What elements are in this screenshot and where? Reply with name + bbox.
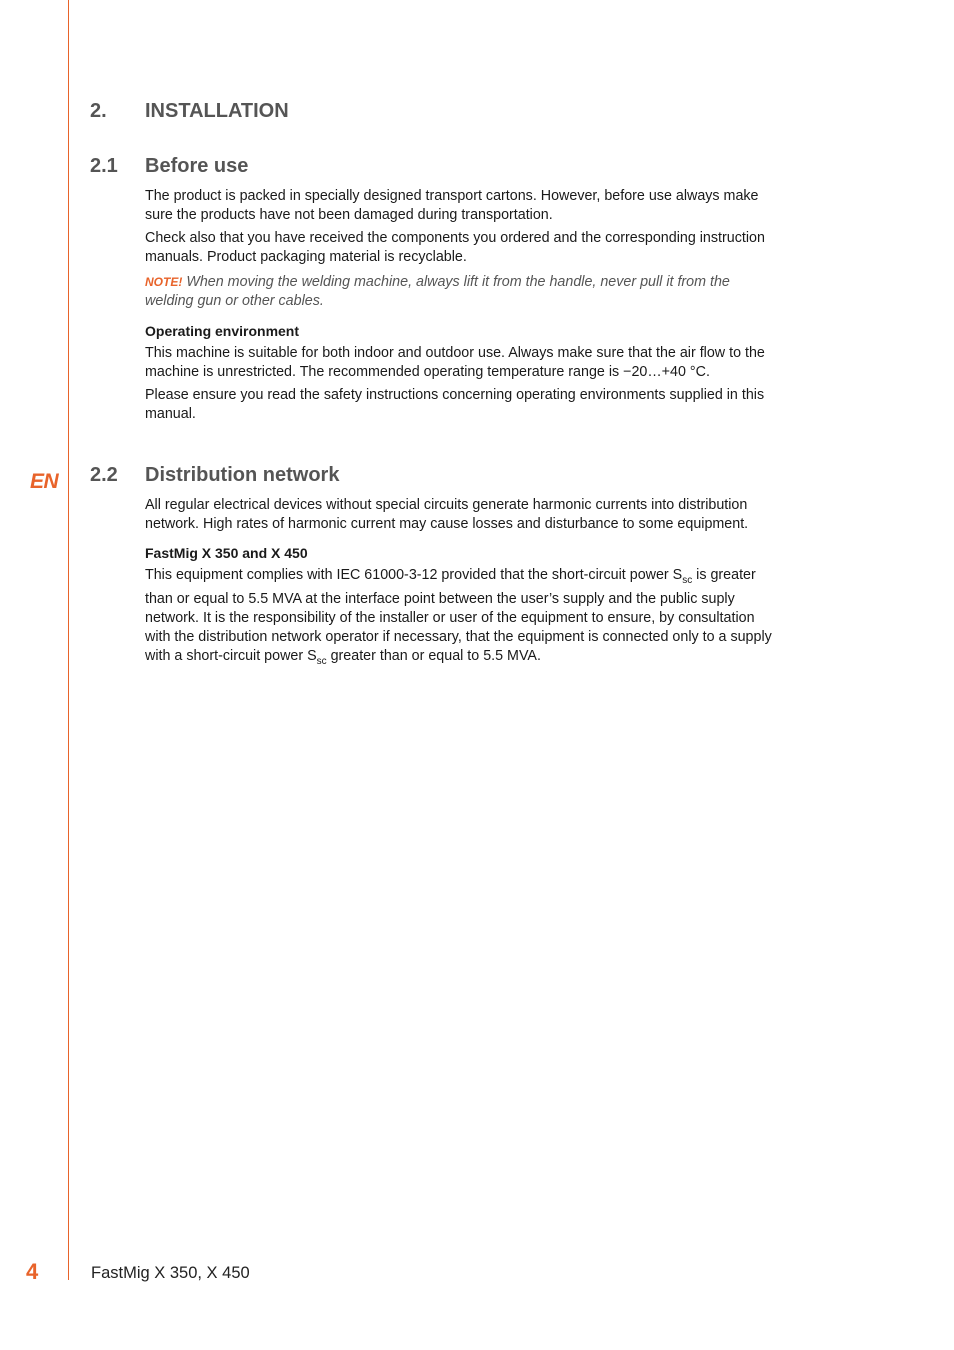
paragraph: Check also that you have received the components you ordered and the corresponding instruction manuals. Product packaging material is recyclable.	[145, 230, 765, 265]
footer-rule	[68, 1262, 69, 1280]
subsection-heading-distribution-network	[90, 464, 339, 487]
note-label: NOTE!	[145, 275, 183, 289]
margin-rule	[68, 0, 69, 1280]
note-text: When moving the welding machine, always lift it from the handle, never pull it from the welding gun or other cables.	[145, 274, 730, 309]
section-heading	[90, 100, 289, 123]
model-heading: FastMig X 350 and X 450	[145, 545, 308, 561]
subsection-title: Before use	[145, 155, 249, 177]
paragraph: All regular electrical devices without special circuits generate harmonic currents into distribution network. High rates of harmonic current may cause losses and disturbance to some equipment.	[145, 497, 749, 532]
language-tag: EN	[30, 470, 59, 493]
before-use-body	[145, 187, 775, 424]
subsection-number: 2.1	[90, 155, 118, 177]
ssc-subscript: sc	[682, 574, 693, 586]
paragraph: Please ensure you read the safety instructions concerning operating environments supplied in this manual.	[145, 387, 765, 422]
compliance-paragraph: This equipment complies with IEC 61000-3-12 provided that the short-circuit power $S_{sc}$ is greater than or equal to 5.5 MVA at the interface point between the user’s supply and the public suply network. It is the responsibility of the installer or user of the equipment to ensure, by consultation with the distribution network operator if necessary, that the equipment is connected only to a supply with a short-circuit power $S_{sc}$ greater than or equal to 5.5 MVA.	[145, 567, 772, 667]
section-number: 2.	[90, 100, 107, 122]
subsection-heading-before-use	[90, 155, 248, 178]
ssc-subscript: sc	[316, 655, 327, 667]
operating-environment-heading: Operating environment	[145, 323, 300, 339]
note	[145, 273, 775, 311]
section-title: INSTALLATION	[145, 100, 289, 122]
subsection-title: Distribution network	[145, 464, 340, 486]
page-number: 4	[26, 1259, 39, 1284]
paragraph: The product is packed in specially designed transport cartons. However, before use always make sure the products have not been damaged during transportation.	[145, 188, 759, 223]
subsection-number: 2.2	[90, 464, 118, 486]
paragraph: This machine is suitable for both indoor and outdoor use. Always make sure that the air flow to the machine is unrestricted. The recommended operating temperature range is −20…+40 °C.	[145, 345, 765, 380]
distribution-network-body	[145, 496, 775, 671]
footer-product-title: FastMig X 350, X 450	[91, 1264, 250, 1282]
